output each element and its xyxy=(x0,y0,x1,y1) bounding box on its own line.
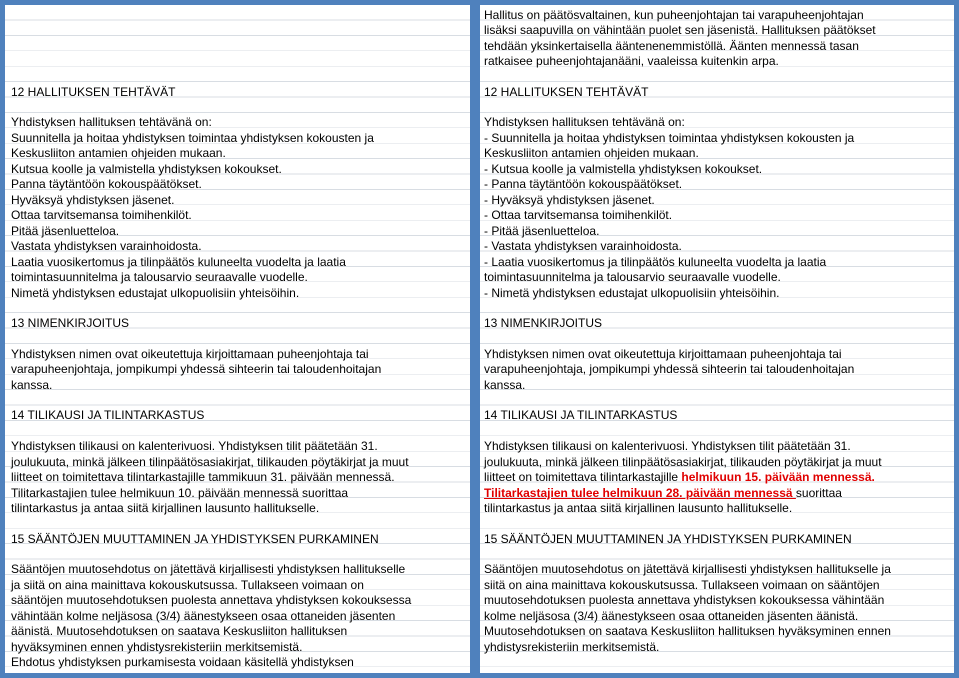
text-line: Yhdistyksen tilikausi on kalenterivuosi. Yhdistyksen tilit päätetään 31. xyxy=(11,439,378,453)
text-line: - Suunnitella ja hoitaa yhdistyksen toimintaa yhdistyksen kokousten ja xyxy=(484,131,855,145)
text-line: Keskusliiton antamien ohjeiden mukaan. xyxy=(11,146,226,160)
text-line: Ehdotus yhdistyksen purkamisesta voidaan käsitellä yhdistyksen xyxy=(11,655,354,669)
text-line: vähintään kolme neljäsosa (3/4) äänestykseen osaa ottaneiden jäsenten xyxy=(11,609,396,623)
text-line: lisäksi saapuvilla on vähintään puolet sen jäsenistä. Hallituksen päätökset xyxy=(484,23,876,37)
text-line: varapuheenjohtaja, jompikumpi yhdessä sihteerin tai taloudenhoitajan xyxy=(11,362,382,376)
text-line: ja siitä on aina mainittava kokouskutsussa. Tullakseen voimaan on xyxy=(11,578,364,592)
text-line: äänistä. Muutosehdotuksen on saatava Keskusliiton hallituksen xyxy=(11,624,348,638)
section-13-heading: 13 NIMENKIRJOITUS xyxy=(11,316,130,330)
text-line: - Nimetä yhdistyksen edustajat ulkopuolisiin yhteisöihin. xyxy=(484,286,780,300)
text-line: Pitää jäsenluetteloa. xyxy=(11,224,120,238)
text-line: Yhdistyksen nimen ovat oikeutettuja kirjoittamaan puheenjohtaja tai xyxy=(484,347,842,361)
text-line: tehdään yksinkertaisella ääntenenemmistöllä. Äänten mennessä tasan xyxy=(484,39,859,53)
text-line: - Vastata yhdistyksen varainhoidosta. xyxy=(484,239,682,253)
text-line: yhdistysrekisteriin merkitsemistä. xyxy=(484,640,660,654)
text-line: - Panna täytäntöön kokouspäätökset. xyxy=(484,177,683,191)
text-line: Yhdistyksen hallituksen tehtävänä on: xyxy=(484,115,685,129)
section-15-heading: 15 SÄÄNTÖJEN MUUTTAMINEN JA YHDISTYKSEN PURKAMINEN xyxy=(11,532,379,546)
text-line xyxy=(484,486,842,501)
text-line: Hallitus on päätösvaltainen, kun puheenjohtajan tai varapuheenjohtajan xyxy=(484,8,864,22)
text-line: Kutsua koolle ja valmistella yhdistyksen kokoukset. xyxy=(11,162,282,176)
text-line: Tilitarkastajien tulee helmikuun 10. päivään mennessä suorittaa xyxy=(11,486,349,500)
text-line: - Ottaa tarvitsemansa toimihenkilöt. xyxy=(484,208,673,222)
text-span: liitteet on toimitettava tilintarkastajille xyxy=(484,470,682,484)
text-line: - Kutsua koolle ja valmistella yhdistyksen kokoukset. xyxy=(484,162,763,176)
text-line: Muutosehdotuksen on saatava Keskusliiton hallituksen hyväksyminen ennen xyxy=(484,624,891,638)
section-14-heading: 14 TILIKAUSI JA TILINTARKASTUS xyxy=(484,408,678,422)
text-line: Ottaa tarvitsemansa toimihenkilöt. xyxy=(11,208,192,222)
left-column xyxy=(0,0,475,678)
text-line: Sääntöjen muutosehdotus on jätettävä kirjallisesti yhdistyksen hallitukselle xyxy=(11,562,406,576)
text-line: - Laatia vuosikertomus ja tilinpäätös kuluneelta vuodelta ja laatia xyxy=(484,255,827,269)
text-line: hyväksyminen ennen yhdistysrekisteriin merkitsemistä. xyxy=(11,640,303,654)
text-line: kanssa. xyxy=(11,378,53,392)
text-line: Keskusliiton antamien ohjeiden mukaan. xyxy=(484,146,699,160)
text-line: joulukuuta, minkä jälkeen tilinpäätösasiakirjat, tilikauden pöytäkirjat ja muut xyxy=(484,455,882,469)
text-line: siitä on aina mainittava kokouskutsussa. Tullakseen voimaan on sääntöjen xyxy=(484,578,880,592)
text-line: - Pitää jäsenluetteloa. xyxy=(484,224,600,238)
text-line: Yhdistyksen nimen ovat oikeutettuja kirjoittamaan puheenjohtaja tai xyxy=(11,347,369,361)
text-line: - Hyväksyä yhdistyksen jäsenet. xyxy=(484,193,655,207)
text-line: Suunnitella ja hoitaa yhdistyksen toimintaa yhdistyksen kokousten ja xyxy=(11,131,374,145)
text-line: joulukuuta, minkä jälkeen tilinpäätösasiakirjat, tilikauden pöytäkirjat ja muut xyxy=(11,455,409,469)
text-line: toimintasuunnitelma ja talousarvio seuraavalle vuodelle. xyxy=(484,270,781,284)
text-line: kanssa. xyxy=(484,378,526,392)
text-span: suorittaa xyxy=(795,486,842,500)
section-12-heading: 12 HALLITUKSEN TEHTÄVÄT xyxy=(484,85,649,99)
text-line: Vastata yhdistyksen varainhoidosta. xyxy=(11,239,202,253)
text-line: Panna täytäntöön kokouspäätökset. xyxy=(11,177,202,191)
text-line: ratkaisee puheenjohtajanääni, vaaleissa kuitenkin arpa. xyxy=(484,54,779,68)
text-line: tilintarkastus ja antaa siitä kirjallinen lausunto hallitukselle. xyxy=(484,501,793,515)
text-line: Yhdistyksen hallituksen tehtävänä on: xyxy=(11,115,212,129)
text-line: toimintasuunnitelma ja talousarvio seuraavalle vuodelle. xyxy=(11,270,308,284)
text-line: kolme neljäsosa (3/4) äänestykseen osaa ottaneiden jäsenten äänistä. xyxy=(484,609,859,623)
text-line: muutosehdotuksen puolesta annettava yhdistyksen kokouksessa vähintään xyxy=(484,593,885,607)
highlighted-text: Tilitarkastajien tulee helmikuun 28. päivään mennessä xyxy=(484,486,796,500)
text-line: tilintarkastus ja antaa siitä kirjallinen lausunto hallitukselle. xyxy=(11,501,320,515)
text-line: Hyväksyä yhdistyksen jäsenet. xyxy=(11,193,175,207)
text-line: Nimetä yhdistyksen edustajat ulkopuolisiin yhteisöihin. xyxy=(11,286,300,300)
right-column xyxy=(475,0,959,678)
section-13-heading: 13 NIMENKIRJOITUS xyxy=(484,316,603,330)
text-line: liitteet on toimitettava tilintarkastajille tammikuun 31. päivään mennessä. xyxy=(11,470,395,484)
text-line xyxy=(484,470,875,485)
text-line: Yhdistyksen tilikausi on kalenterivuosi. Yhdistyksen tilit päätetään 31. xyxy=(484,439,851,453)
section-14-heading: 14 TILIKAUSI JA TILINTARKASTUS xyxy=(11,408,205,422)
text-line: sääntöjen muutosehdotuksen puolesta annettava yhdistyksen kokouksessa xyxy=(11,593,412,607)
section-12-heading: 12 HALLITUKSEN TEHTÄVÄT xyxy=(11,85,176,99)
highlighted-text: helmikuun 15. päivään mennessä. xyxy=(681,470,875,484)
text-line: Sääntöjen muutosehdotus on jätettävä kirjallisesti yhdistyksen hallitukselle ja xyxy=(484,562,891,576)
text-line: Laatia vuosikertomus ja tilinpäätös kuluneelta vuodelta ja laatia xyxy=(11,255,346,269)
text-line: varapuheenjohtaja, jompikumpi yhdessä sihteerin tai taloudenhoitajan xyxy=(484,362,855,376)
section-15-heading: 15 SÄÄNTÖJEN MUUTTAMINEN JA YHDISTYKSEN PURKAMINEN xyxy=(484,532,852,546)
